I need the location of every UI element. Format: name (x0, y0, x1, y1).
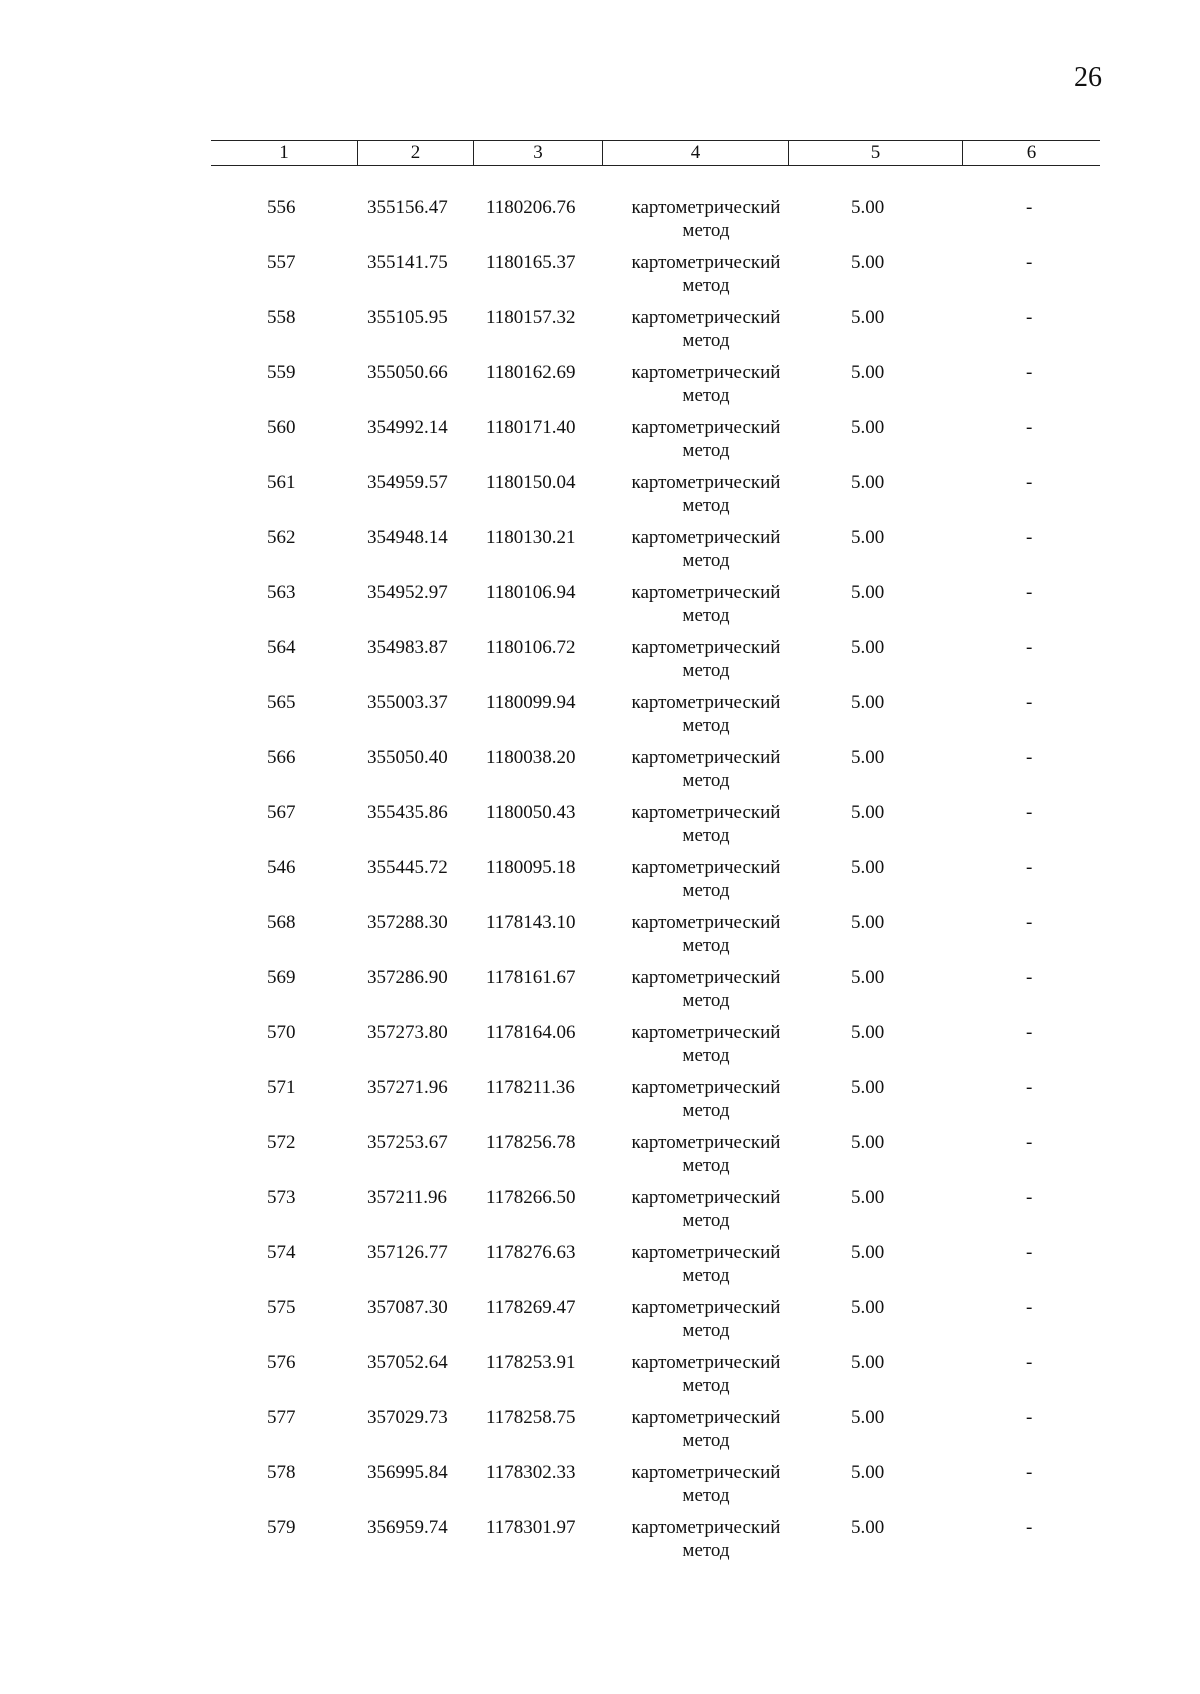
method: картометрический метод (631, 1297, 781, 1341)
coord-x: 356995.84 (367, 1462, 448, 1483)
accuracy: 5.00 (851, 857, 885, 878)
accuracy: 5.00 (851, 472, 885, 493)
method: картометрический метод (631, 967, 781, 1011)
coord-y: 1180106.72 (486, 637, 576, 658)
method: картометрический метод (631, 747, 781, 791)
accuracy: 5.00 (851, 1132, 885, 1153)
coord-x: 357087.30 (367, 1297, 448, 1318)
header-col-1: 1 (211, 141, 358, 165)
coord-x: 354992.14 (367, 417, 448, 438)
coord-x: 357211.96 (367, 1187, 448, 1208)
table-row (211, 636, 1100, 691)
header-col-5: 5 (789, 141, 963, 165)
coord-x: 354948.14 (367, 527, 448, 548)
coord-x: 357288.30 (367, 912, 448, 933)
method: картометрический метод (631, 307, 781, 351)
table-row (211, 1406, 1100, 1461)
accuracy: 5.00 (851, 912, 885, 933)
table-row (211, 306, 1100, 361)
coord-y: 1180162.69 (486, 362, 576, 383)
coord-y: 1178269.47 (486, 1297, 576, 1318)
description: - (1026, 1517, 1033, 1538)
description: - (1026, 1022, 1033, 1043)
accuracy: 5.00 (851, 802, 885, 823)
point-number: 568 (267, 912, 296, 933)
point-number: 558 (267, 307, 296, 328)
coord-x: 357286.90 (367, 967, 448, 988)
method: картометрический метод (631, 582, 781, 626)
accuracy: 5.00 (851, 1187, 885, 1208)
coord-x: 355050.40 (367, 747, 448, 768)
coord-y: 1178253.91 (486, 1352, 576, 1373)
point-number: 561 (267, 472, 296, 493)
table-row (211, 1241, 1100, 1296)
coord-y: 1178266.50 (486, 1187, 576, 1208)
method: картометрический метод (631, 1517, 781, 1561)
coord-y: 1178258.75 (486, 1407, 576, 1428)
point-number: 556 (267, 197, 296, 218)
accuracy: 5.00 (851, 582, 885, 603)
header-col-4: 4 (603, 141, 789, 165)
description: - (1026, 472, 1033, 493)
coord-y: 1180171.40 (486, 417, 576, 438)
coord-y: 1180206.76 (486, 197, 576, 218)
method: картометрический метод (631, 857, 781, 901)
description: - (1026, 197, 1033, 218)
table-row (211, 526, 1100, 581)
coord-x: 355141.75 (367, 252, 448, 273)
method: картометрический метод (631, 1187, 781, 1231)
coord-x: 355105.95 (367, 307, 448, 328)
point-number: 578 (267, 1462, 296, 1483)
description: - (1026, 692, 1033, 713)
header-col-2: 2 (358, 141, 474, 165)
point-number: 573 (267, 1187, 296, 1208)
description: - (1026, 1352, 1033, 1373)
header-col-3: 3 (474, 141, 603, 165)
coord-y: 1180165.37 (486, 252, 576, 273)
accuracy: 5.00 (851, 527, 885, 548)
coord-x: 355050.66 (367, 362, 448, 383)
method: картометрический метод (631, 1022, 781, 1066)
coord-x: 357273.80 (367, 1022, 448, 1043)
table-row (211, 1516, 1100, 1571)
description: - (1026, 417, 1033, 438)
coord-y: 1178301.97 (486, 1517, 576, 1538)
description: - (1026, 1077, 1033, 1098)
coord-x: 354959.57 (367, 472, 448, 493)
point-number: 557 (267, 252, 296, 273)
table-row (211, 966, 1100, 1021)
point-number: 570 (267, 1022, 296, 1043)
point-number: 579 (267, 1517, 296, 1538)
coord-y: 1178164.06 (486, 1022, 576, 1043)
accuracy: 5.00 (851, 307, 885, 328)
table-row (211, 691, 1100, 746)
point-number: 563 (267, 582, 296, 603)
coord-x: 354952.97 (367, 582, 448, 603)
description: - (1026, 1297, 1033, 1318)
method: картометрический метод (631, 1407, 781, 1451)
point-number: 569 (267, 967, 296, 988)
coord-y: 1178302.33 (486, 1462, 576, 1483)
table-row (211, 856, 1100, 911)
point-number: 571 (267, 1077, 296, 1098)
accuracy: 5.00 (851, 197, 885, 218)
description: - (1026, 1407, 1033, 1428)
coord-x: 355435.86 (367, 802, 448, 823)
coord-y: 1180099.94 (486, 692, 576, 713)
point-number: 564 (267, 637, 296, 658)
point-number: 565 (267, 692, 296, 713)
coord-x: 357253.67 (367, 1132, 448, 1153)
table-row (211, 1076, 1100, 1131)
table-row (211, 1461, 1100, 1516)
table-row (211, 416, 1100, 471)
description: - (1026, 857, 1033, 878)
description: - (1026, 912, 1033, 933)
table-row (211, 801, 1100, 856)
method: картометрический метод (631, 472, 781, 516)
coord-y: 1180038.20 (486, 747, 576, 768)
point-number: 576 (267, 1352, 296, 1373)
accuracy: 5.00 (851, 252, 885, 273)
accuracy: 5.00 (851, 1352, 885, 1373)
table-row (211, 471, 1100, 526)
description: - (1026, 1462, 1033, 1483)
table-header (211, 140, 1100, 166)
description: - (1026, 252, 1033, 273)
accuracy: 5.00 (851, 637, 885, 658)
accuracy: 5.00 (851, 417, 885, 438)
coord-x: 357271.96 (367, 1077, 448, 1098)
coord-y: 1180150.04 (486, 472, 576, 493)
table-row (211, 746, 1100, 801)
page-number: 26 (1074, 62, 1102, 93)
description: - (1026, 527, 1033, 548)
coord-y: 1180106.94 (486, 582, 576, 603)
table-row (211, 1021, 1100, 1076)
coord-y: 1180157.32 (486, 307, 576, 328)
description: - (1026, 1242, 1033, 1263)
description: - (1026, 307, 1033, 328)
description: - (1026, 582, 1033, 603)
description: - (1026, 362, 1033, 383)
coord-y: 1178256.78 (486, 1132, 576, 1153)
accuracy: 5.00 (851, 747, 885, 768)
table-row (211, 251, 1100, 306)
accuracy: 5.00 (851, 1462, 885, 1483)
table-row (211, 1296, 1100, 1351)
point-number: 575 (267, 1297, 296, 1318)
description: - (1026, 967, 1033, 988)
accuracy: 5.00 (851, 362, 885, 383)
method: картометрический метод (631, 197, 781, 241)
table-row (211, 196, 1100, 251)
accuracy: 5.00 (851, 1077, 885, 1098)
coord-x: 355445.72 (367, 857, 448, 878)
method: картометрический метод (631, 692, 781, 736)
method: картометрический метод (631, 252, 781, 296)
coord-y: 1178276.63 (486, 1242, 576, 1263)
method: картометрический метод (631, 1352, 781, 1396)
method: картометрический метод (631, 362, 781, 406)
table-row (211, 1351, 1100, 1406)
description: - (1026, 1132, 1033, 1153)
coord-x: 355156.47 (367, 197, 448, 218)
accuracy: 5.00 (851, 1517, 885, 1538)
table-row (211, 911, 1100, 966)
method: картометрический метод (631, 1462, 781, 1506)
accuracy: 5.00 (851, 967, 885, 988)
point-number: 574 (267, 1242, 296, 1263)
table-row (211, 581, 1100, 636)
accuracy: 5.00 (851, 1022, 885, 1043)
coord-y: 1178143.10 (486, 912, 576, 933)
header-col-6: 6 (1026, 142, 1037, 163)
point-number: 560 (267, 417, 296, 438)
accuracy: 5.00 (851, 692, 885, 713)
method: картометрический метод (631, 527, 781, 571)
point-number: 567 (267, 802, 296, 823)
description: - (1026, 637, 1033, 658)
coord-x: 357052.64 (367, 1352, 448, 1373)
coord-y: 1178161.67 (486, 967, 576, 988)
description: - (1026, 1187, 1033, 1208)
method: картометрический метод (631, 802, 781, 846)
coord-y: 1180095.18 (486, 857, 576, 878)
coord-x: 357029.73 (367, 1407, 448, 1428)
coord-y: 1180130.21 (486, 527, 576, 548)
method: картометрический метод (631, 1077, 781, 1121)
accuracy: 5.00 (851, 1297, 885, 1318)
table-body (211, 196, 1100, 1571)
accuracy: 5.00 (851, 1407, 885, 1428)
table-row (211, 361, 1100, 416)
method: картометрический метод (631, 912, 781, 956)
accuracy: 5.00 (851, 1242, 885, 1263)
coord-x: 355003.37 (367, 692, 448, 713)
description: - (1026, 747, 1033, 768)
point-number: 559 (267, 362, 296, 383)
point-number: 566 (267, 747, 296, 768)
point-number: 572 (267, 1132, 296, 1153)
coord-x: 357126.77 (367, 1242, 448, 1263)
method: картометрический метод (631, 1242, 781, 1286)
coord-y: 1178211.36 (486, 1077, 575, 1098)
coord-x: 354983.87 (367, 637, 448, 658)
coord-x: 356959.74 (367, 1517, 448, 1538)
coord-y: 1180050.43 (486, 802, 576, 823)
table-row (211, 1186, 1100, 1241)
point-number: 577 (267, 1407, 296, 1428)
point-number: 562 (267, 527, 296, 548)
description: - (1026, 802, 1033, 823)
point-number: 546 (267, 857, 296, 878)
method: картометрический метод (631, 417, 781, 461)
method: картометрический метод (631, 637, 781, 681)
table-row (211, 1131, 1100, 1186)
method: картометрический метод (631, 1132, 781, 1176)
